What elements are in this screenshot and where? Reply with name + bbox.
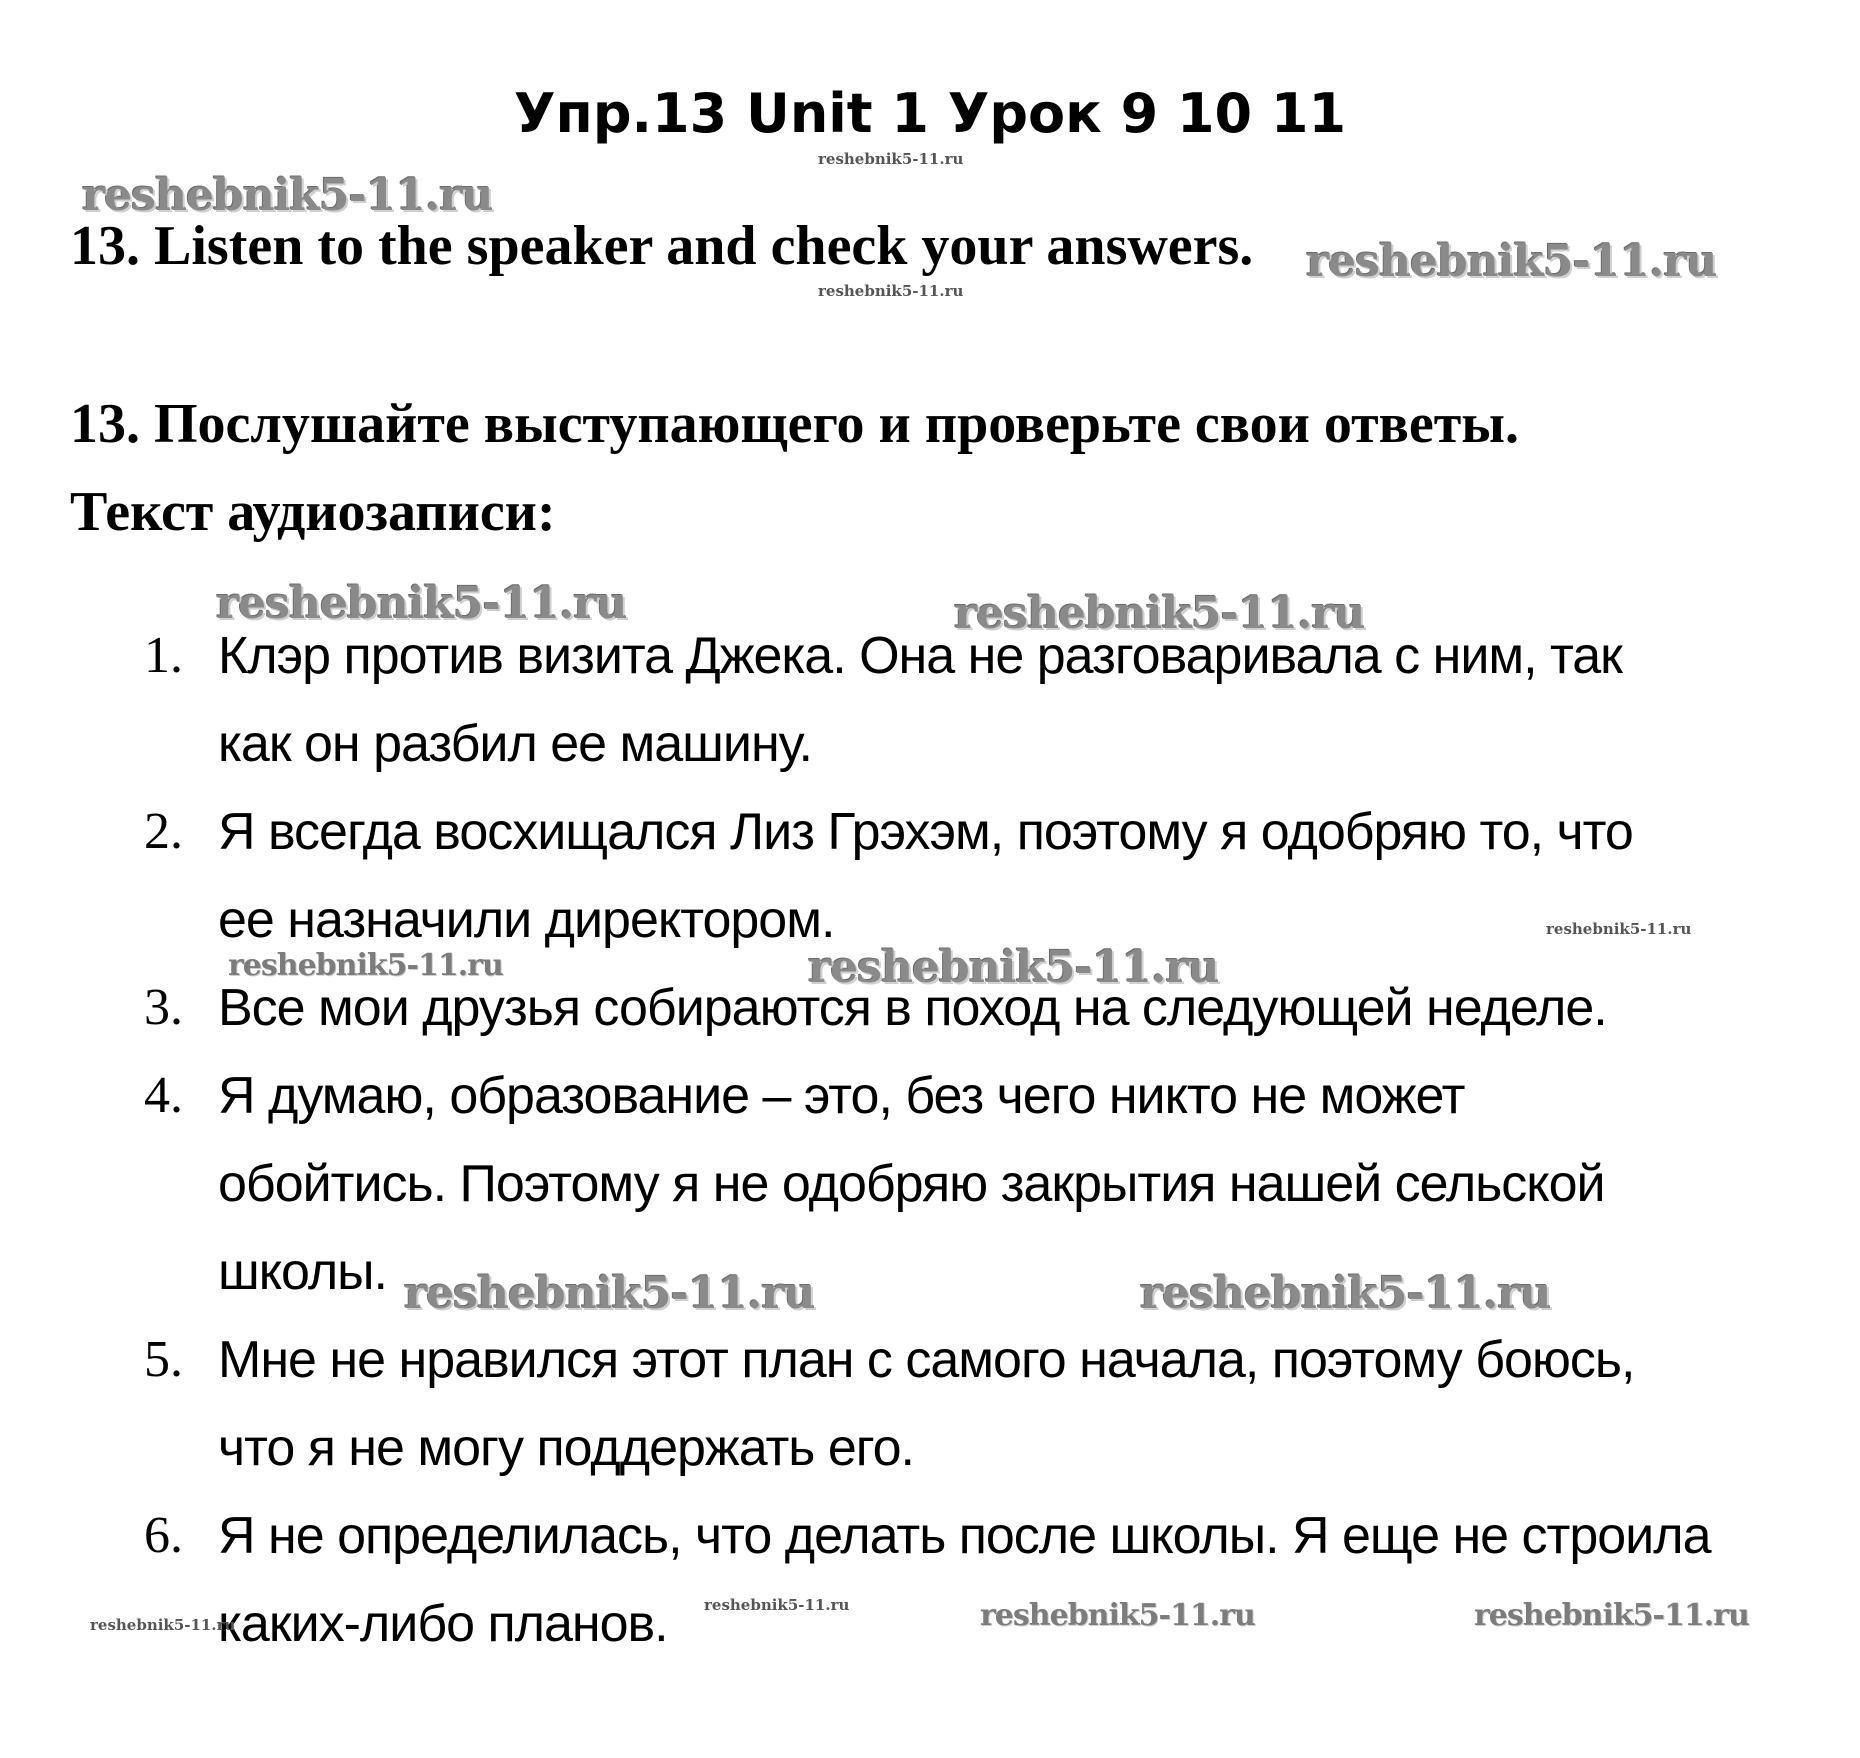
watermark: reshebnik5-11.ru xyxy=(954,588,1365,639)
list-item-line: Я думаю, образование – это, без чего никто не может xyxy=(218,1067,1465,1125)
list-item-line: Клэр против визита Джека. Она не разговаривала с ним, так xyxy=(218,627,1622,685)
watermark: reshebnik5-11.ru xyxy=(90,1616,236,1634)
list-item-number: 4. xyxy=(144,1067,183,1124)
watermark: reshebnik5-11.ru xyxy=(82,170,493,221)
list-item-line: Все мои друзья собираются в поход на следующей неделе. xyxy=(218,979,1607,1037)
list-item xyxy=(218,1492,1818,1668)
watermark: reshebnik5-11.ru xyxy=(1140,1268,1551,1319)
instruction-english: 13. Listen to the speaker and check your answers. xyxy=(70,215,1254,277)
list-item-line: ее назначили директором. xyxy=(218,891,835,949)
watermark: reshebnik5-11.ru xyxy=(404,1268,815,1319)
watermark: reshebnik5-11.ru xyxy=(980,1598,1255,1633)
watermark: reshebnik5-11.ru xyxy=(216,578,627,629)
list-item-line: Я всегда восхищался Лиз Грэхэм, поэтому я одобряю то, что xyxy=(218,803,1633,861)
watermark: reshebnik5-11.ru xyxy=(704,1596,850,1614)
list-item-line: обойтись. Поэтому я не одобряю закрытия нашей сельской xyxy=(218,1155,1605,1213)
list-item-number: 1. xyxy=(144,627,183,684)
list-item-number: 2. xyxy=(144,803,183,860)
list-item-number: 3. xyxy=(144,979,183,1036)
watermark: reshebnik5-11.ru xyxy=(818,282,964,300)
watermark: reshebnik5-11.ru xyxy=(1474,1598,1749,1633)
list-item-line: школы. xyxy=(218,1243,387,1301)
watermark: reshebnik5-11.ru xyxy=(1306,236,1717,287)
watermark: reshebnik5-11.ru xyxy=(818,150,964,168)
watermark: reshebnik5-11.ru xyxy=(228,948,503,983)
list-item xyxy=(218,1316,1818,1492)
list-item-line: Мне не нравился этот план с самого начала, поэтому боюсь, xyxy=(218,1331,1635,1389)
audio-transcript-label: Текст аудиозаписи: xyxy=(70,481,556,543)
instruction-russian: 13. Послушайте выступающего и проверьте свои ответы. xyxy=(70,393,1519,455)
list-item-line: что я не могу поддержать его. xyxy=(218,1419,914,1477)
list-item-line: каких-либо планов. xyxy=(218,1595,668,1653)
list-item-number: 6. xyxy=(144,1507,183,1564)
list-item-number: 5. xyxy=(144,1331,183,1388)
page-title: Упр.13 Unit 1 Урок 9 10 11 xyxy=(513,82,1347,145)
list-item-line: как он разбил ее машину. xyxy=(218,715,812,773)
list-item-line: Я не определилась, что делать после школы. Я еще не строила xyxy=(218,1507,1711,1565)
watermark: reshebnik5-11.ru xyxy=(1546,920,1692,938)
watermark: reshebnik5-11.ru xyxy=(808,942,1219,993)
